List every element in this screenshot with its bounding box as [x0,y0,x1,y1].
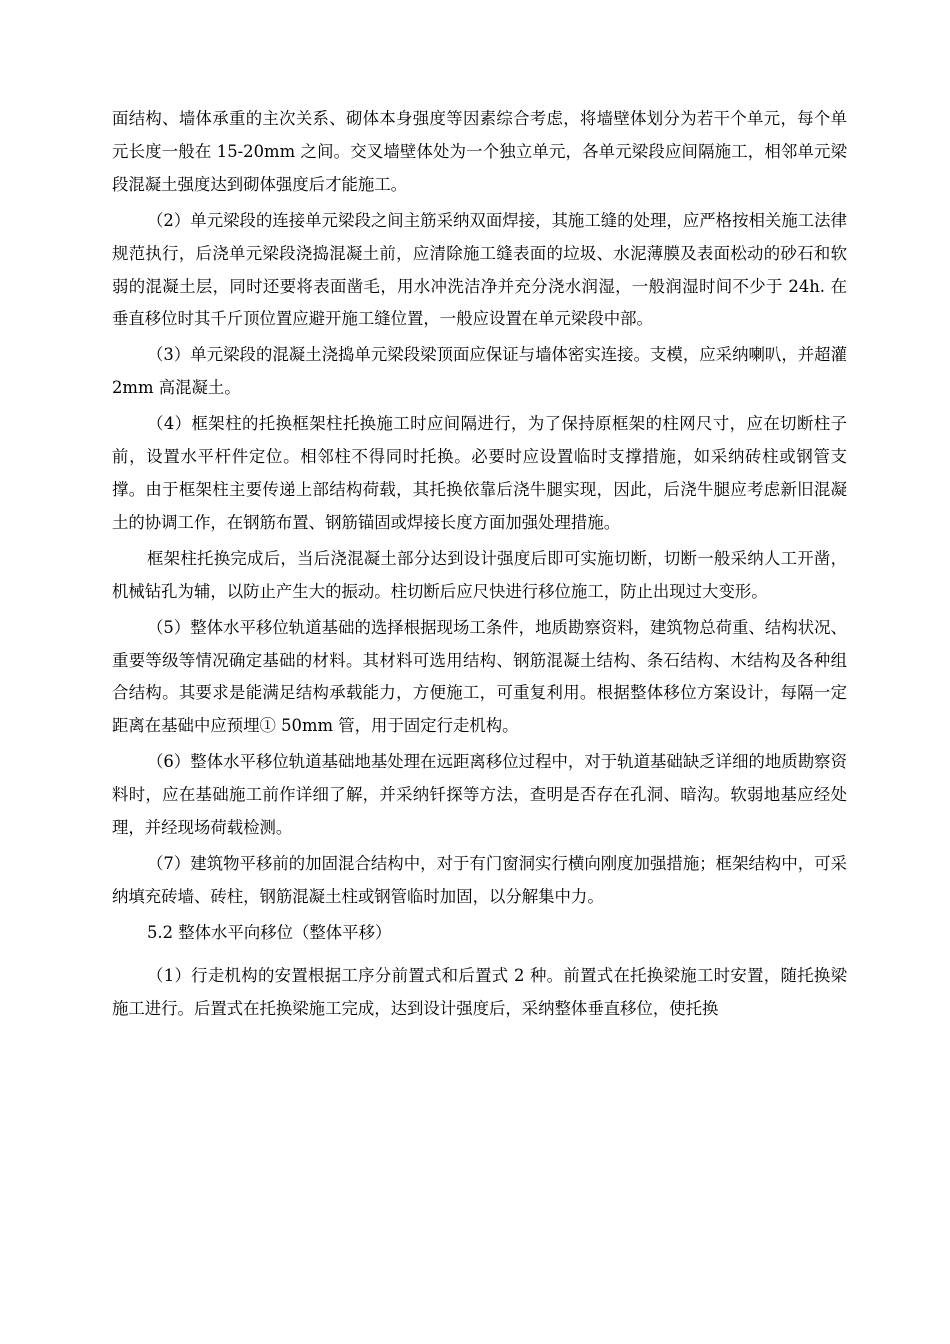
section-heading: 5.2 整体水平向移位（整体平移） [147,922,392,942]
paragraph-4: （4）框架柱的托换框架柱托换施工时应间隔进行，为了保持原框架的柱网尺寸，应在切断柱子前，设置水平杆件定位。相邻柱不得同时托换。必要时应设置临时支撑措施，如采纳砖柱或钢管支撑。由于框架柱主要传递上部结构荷载，其托换依靠后浇牛腿实现，因此，后浇牛腿应考虑新旧混凝土的协调工作，在钢筋布置、钢筋锚固或焊接长度方面加强处理措施。 [112,414,847,532]
paragraph-column-cutting: 框架柱托换完成后，当后浇混凝土部分达到设计强度后即可实施切断，切断一般采纳人工开凿，机械钻孔为辅，以防止产生大的振动。柱切断后应尺快进行移位施工，防止出现过大变形。 [112,548,847,601]
paragraph-2: （2）单元梁段的连接单元梁段之间主筋采纳双面焊接，其施工缝的处理，应严格按相关施工法律规范执行，后浇单元梁段浇捣混凝土前，应清除施工缝表面的垃圾、水泥薄膜及表面松动的砂石和软弱的混凝土层，同时还要将表面凿毛，用水冲洗洁净并充分浇水润湿，一般润湿时间不少于 24h. 在垂直移位时其千斤顶位置应避开施工缝位置，一般应设置在单元梁段中部。 [112,210,847,329]
paragraph-continued: 面结构、墙体承重的主次关系、砌体本身强度等因素综合考虑，将墙壁体划分为若干个单元，每个单元长度一般在 15-20mm 之间。交叉墙壁体处为一个独立单元，各单元梁段应间隔施工，相邻单元梁段混凝土强度达到砌体强度后才能施工。 [112,109,847,194]
paragraph-3: （3）单元梁段的混凝土浇捣单元梁段梁顶面应保证与墙体密实连接。支模，应采纳喇叭，并超灌 2mm 高混凝土。 [112,345,847,398]
paragraph-7: （7）建筑物平移前的加固混合结构中，对于有门窗洞实行横向刚度加强措施；框架结构中，可采纳填充砖墙、砖柱，钢筋混凝土柱或钢管临时加固，以分解集中力。 [112,853,847,906]
paragraph-5: （5）整体水平移位轨道基础的选择根据现场工条件，地质勘察资料，建筑物总荷重、结构状况、重要等级等情况确定基础的材料。其材料可选用结构、钢筋混凝土结构、条石结构、木结构及各种组合结构。其要求是能满足结构承载能力，方便施工，可重复利用。根据整体移位方案设计，每隔一定距离在基础中应预埋① 50mm 管，用于固定行走机构。 [112,617,847,736]
paragraph-5-2-1: （1）行走机构的安置根据工序分前置式和后置式 2 种。前置式在托换梁施工时安置，随托换梁施工进行。后置式在托换梁施工完成，达到设计强度后，采纳整体垂直移位，使托换 [112,965,847,1018]
paragraph-6: （6）整体水平移位轨道基础地基处理在远距离移位过程中，对于轨道基础缺乏详细的地质勘察资料时，应在基础施工前作详细了解，并采纳钎探等方法，查明是否存在孔洞、暗沟。软弱地基应经处理，并经现场荷载检测。 [112,752,847,838]
document-body [112,103,847,1028]
